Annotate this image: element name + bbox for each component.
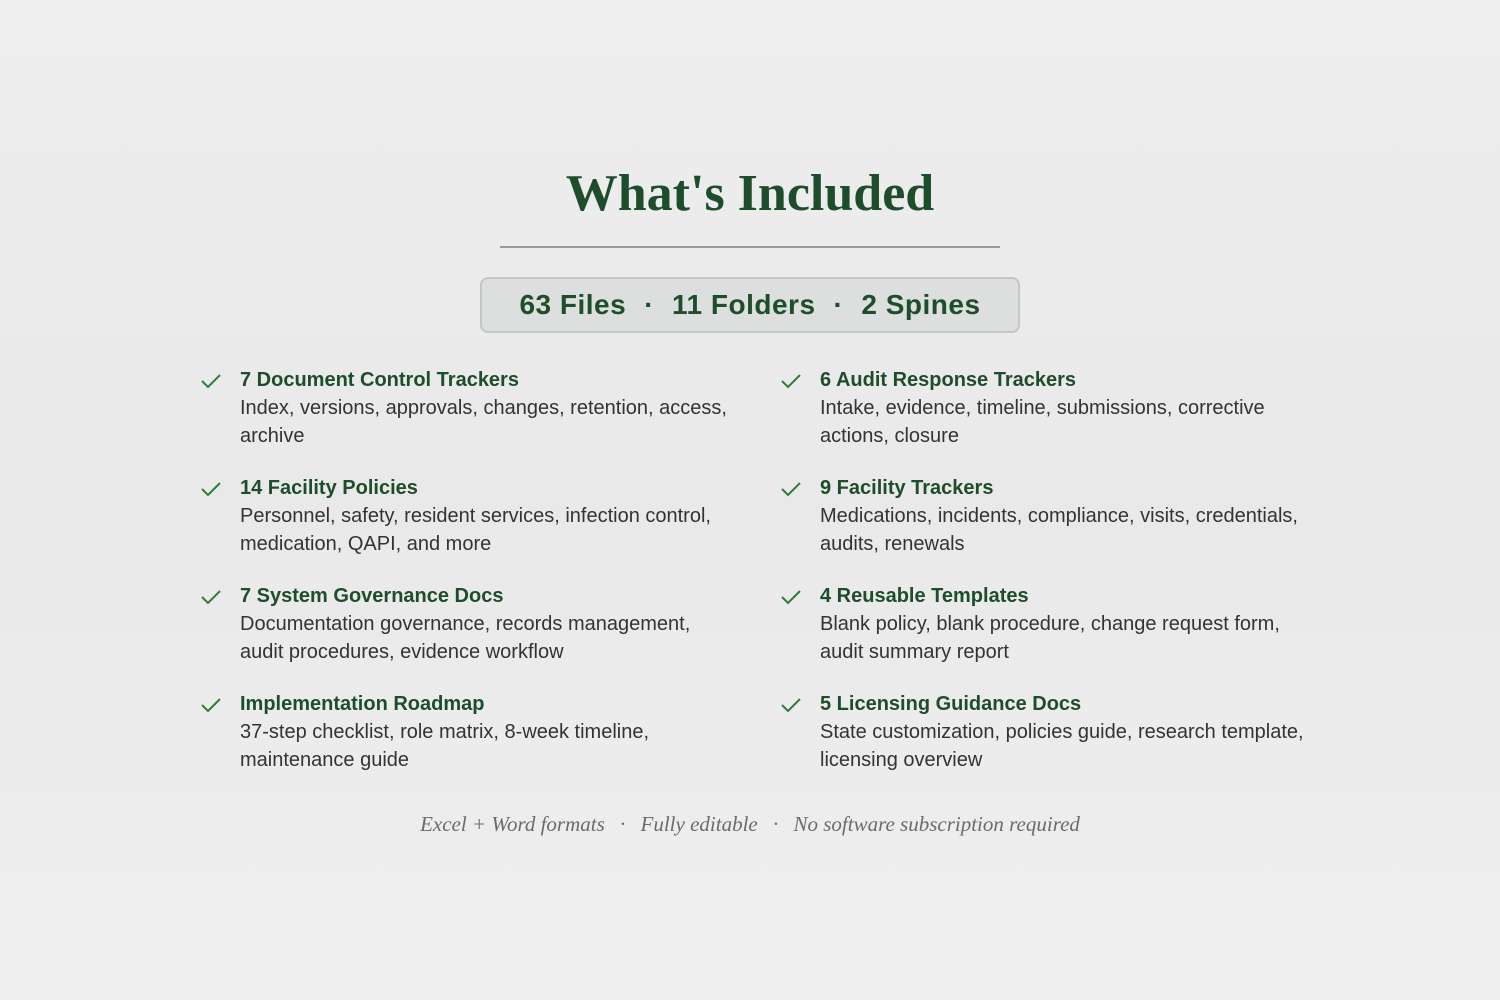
footer-editable: Fully editable <box>640 812 758 836</box>
folders-count: 11 Folders <box>672 289 816 320</box>
feature-description: Index, versions, approvals, changes, retention, access, archive <box>240 397 727 447</box>
footer-formats: Excel + Word formats <box>420 812 605 836</box>
stats-separator: · <box>833 289 844 320</box>
feature-description: Documentation governance, records management, audit procedures, evidence workflow <box>240 613 691 663</box>
feature-heading: 5 Licensing Guidance Docs <box>820 693 1082 715</box>
files-count: 63 Files <box>519 289 627 320</box>
check-icon <box>200 588 222 606</box>
page-title: What's Included <box>565 165 935 222</box>
feature-heading: 14 Facility Policies <box>240 477 418 499</box>
footer-separator: · <box>620 812 626 836</box>
feature-description: Personnel, safety, resident services, infection control, medication, QAPI, and more <box>240 505 711 555</box>
stats-badge <box>480 277 1020 333</box>
feature-description: Blank policy, blank procedure, change request form, audit summary report <box>820 613 1280 663</box>
check-icon <box>780 696 802 714</box>
check-icon <box>200 372 222 390</box>
feature-description: Medications, incidents, compliance, visits, credentials, audits, renewals <box>820 505 1298 555</box>
title-divider <box>500 246 1000 248</box>
feature-heading: 9 Facility Trackers <box>820 477 994 499</box>
footer-subscription: No software subscription required <box>793 812 1080 836</box>
feature-heading: 7 Document Control Trackers <box>240 369 519 391</box>
footer-note <box>0 810 1500 838</box>
check-icon <box>780 480 802 498</box>
feature-heading: Implementation Roadmap <box>240 693 485 715</box>
check-icon <box>200 696 222 714</box>
feature-description: Intake, evidence, timeline, submissions, corrective actions, closure <box>820 397 1265 447</box>
spines-count: 2 Spines <box>861 289 981 320</box>
feature-heading: 7 System Governance Docs <box>240 585 504 607</box>
feature-heading: 4 Reusable Templates <box>820 585 1029 607</box>
feature-description: 37-step checklist, role matrix, 8-week timeline, maintenance guide <box>240 721 650 771</box>
feature-description: State customization, policies guide, research template, licensing overview <box>820 721 1304 771</box>
check-icon <box>200 480 222 498</box>
footer-separator: · <box>772 812 779 836</box>
feature-heading: 6 Audit Response Trackers <box>820 369 1077 391</box>
stats-separator: · <box>644 289 655 320</box>
check-icon <box>780 372 802 390</box>
check-icon <box>780 588 802 606</box>
